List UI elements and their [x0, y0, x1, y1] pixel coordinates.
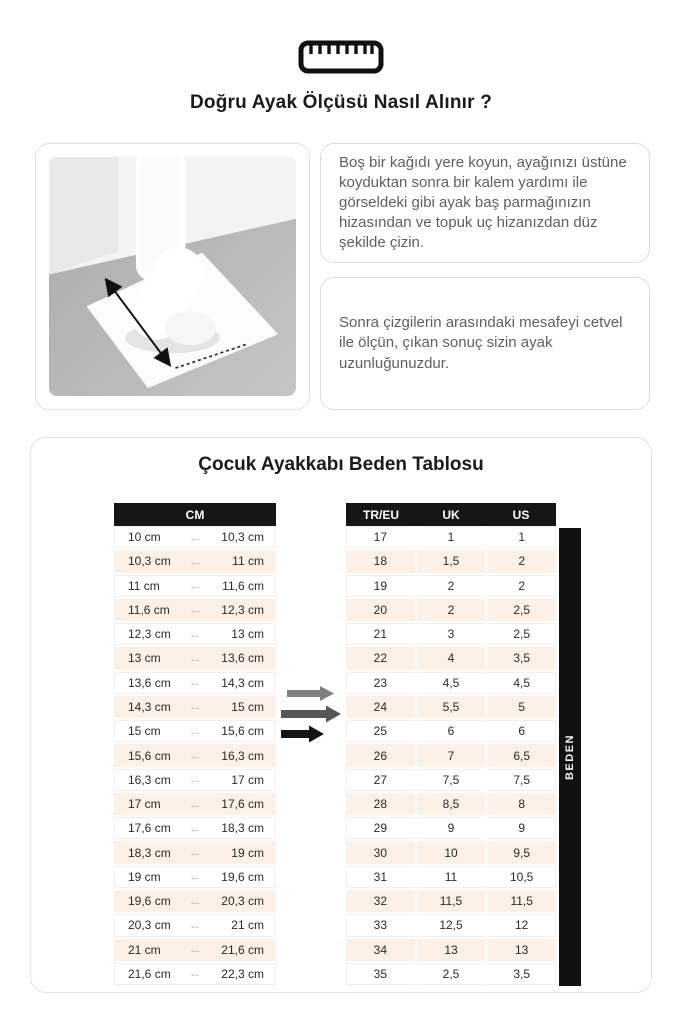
cm-cell: 14,3 cm — [221, 675, 264, 690]
cm-cell: 19,6 cm — [221, 869, 264, 884]
sz-cell: 33 — [373, 918, 388, 933]
table-row — [114, 841, 276, 865]
sz-cell: 6 — [485, 720, 556, 742]
sz-cell: 11 — [415, 866, 486, 888]
cm-cell: 13,6 cm — [128, 675, 171, 690]
cm-cell: 17 cm — [128, 797, 161, 812]
cm-cell: ... — [190, 871, 200, 883]
cm-cell: ... — [190, 750, 200, 762]
cm-cell: 17 cm — [231, 772, 264, 787]
cm-cell: 21 cm — [231, 918, 264, 933]
cm-cell: 13 cm — [128, 651, 161, 666]
sz-cell: 3,5 — [485, 647, 556, 669]
sz-cell: 2,5 — [485, 599, 556, 621]
sz-cell: 25 — [373, 724, 388, 739]
table-row — [114, 939, 276, 963]
table-row — [346, 841, 556, 865]
sz-cell: 8,5 — [415, 793, 486, 815]
cm-cell: 14,3 cm — [128, 699, 171, 714]
cm-cell: 15 cm — [128, 724, 161, 739]
sz-cell: 26 — [373, 748, 388, 763]
sz-cell: 35 — [373, 966, 388, 981]
sz-cell: 2,5 — [485, 623, 556, 645]
cm-cell: ... — [190, 919, 200, 931]
cm-cell: ... — [190, 725, 200, 737]
sz-cell: 24 — [373, 699, 388, 714]
cm-cell: 21,6 cm — [128, 966, 171, 981]
table-row — [346, 939, 556, 963]
cm-cell: 17,6 cm — [128, 821, 171, 836]
cm-cell: 19,6 cm — [128, 894, 171, 909]
sz-cell: 5,5 — [415, 696, 486, 718]
sz-cell: 1,5 — [415, 550, 486, 572]
table-row — [346, 526, 556, 550]
cm-table-header — [114, 503, 276, 526]
beden-side-label: BEDEN — [564, 733, 576, 780]
cm-cell: ... — [190, 774, 200, 786]
instruction-step-1 — [320, 143, 650, 263]
table-row — [114, 647, 276, 671]
sz-cell: 11,5 — [485, 890, 556, 912]
size-header-us: US — [512, 507, 530, 522]
table-row — [114, 623, 276, 647]
size-header-uk: UK — [442, 507, 460, 522]
sz-cell: 21 — [373, 627, 388, 642]
sz-cell: 2 — [485, 550, 556, 572]
table-row — [114, 720, 276, 744]
cm-cell: 18,3 cm — [221, 821, 264, 836]
table-row — [346, 696, 556, 720]
sz-cell: 27 — [373, 772, 388, 787]
size-header-tr-eu: TR/EU — [363, 507, 399, 522]
sz-cell: 32 — [373, 894, 388, 909]
cm-cell: 19 cm — [231, 845, 264, 860]
cm-cell: 20,3 cm — [221, 894, 264, 909]
cm-cell: 12,3 cm — [221, 602, 264, 617]
table-row — [114, 963, 276, 987]
table-row — [346, 550, 556, 574]
table-row — [114, 672, 276, 696]
sz-cell: 30 — [373, 845, 388, 860]
sz-cell: 5 — [485, 696, 556, 718]
sz-cell: 3,5 — [485, 963, 556, 985]
sz-cell: 28 — [373, 797, 388, 812]
cm-cell: 19 cm — [128, 869, 161, 884]
sz-cell: 13 — [485, 939, 556, 961]
cm-cell: 10,3 cm — [221, 530, 264, 545]
sz-cell: 23 — [373, 675, 388, 690]
table-row — [114, 914, 276, 938]
cm-cell: 18,3 cm — [128, 845, 171, 860]
table-row — [346, 890, 556, 914]
sz-cell: 2 — [485, 575, 556, 597]
instruction-step-2 — [320, 277, 650, 410]
cm-cell: ... — [190, 677, 200, 689]
table-row — [346, 769, 556, 793]
cm-cell: 11,6 cm — [222, 578, 264, 593]
cm-cell: 15 cm — [231, 699, 264, 714]
table-row — [114, 817, 276, 841]
beden-side-bar — [559, 528, 581, 986]
table-row — [346, 817, 556, 841]
cm-cell: 12,3 cm — [128, 627, 171, 642]
sz-cell: 29 — [373, 821, 388, 836]
cm-cell: 13,6 cm — [221, 651, 264, 666]
sz-cell: 17 — [373, 530, 388, 545]
cm-cell: ... — [190, 701, 200, 713]
table-row — [346, 914, 556, 938]
ruler-icon — [0, 40, 682, 79]
sz-cell: 11,5 — [415, 890, 486, 912]
cm-cell: 16,3 cm — [128, 772, 171, 787]
table-row — [114, 890, 276, 914]
sz-cell: 4,5 — [485, 672, 556, 694]
sz-cell: 1 — [485, 526, 556, 548]
cm-cell: ... — [190, 580, 200, 592]
instruction-section — [35, 143, 650, 410]
sz-cell: 8 — [485, 793, 556, 815]
cm-range-table — [114, 503, 276, 987]
sz-cell: 22 — [373, 651, 388, 666]
table-row — [346, 744, 556, 768]
cm-cell: 10 cm — [128, 530, 161, 545]
instruction-step-1-text: Boş bir kağıdı yere koyun, ayağınızı üstüne koyduktan sonra bir kalem yardımı ile görseldeki gibi ayak baş parmağınızın hizasından ve topuk uç hizanızdan düz şekilde çizin. — [339, 153, 627, 252]
sz-cell: 12,5 — [415, 914, 486, 936]
table-row — [346, 599, 556, 623]
table-row — [114, 866, 276, 890]
table-row — [346, 793, 556, 817]
cm-cell: 17,6 cm — [221, 797, 264, 812]
sz-cell: 10,5 — [485, 866, 556, 888]
sz-cell: 3 — [415, 623, 486, 645]
sz-cell: 7,5 — [485, 769, 556, 791]
cm-cell: 11 cm — [232, 554, 264, 569]
cm-cell: 13 cm — [231, 627, 264, 642]
table-row — [114, 769, 276, 793]
table-row — [114, 696, 276, 720]
table-row — [114, 550, 276, 574]
sz-cell: 2 — [415, 575, 486, 597]
sz-cell: 1 — [415, 526, 486, 548]
cm-cell: 11 cm — [128, 578, 160, 593]
table-row — [114, 599, 276, 623]
sz-cell: 6,5 — [485, 744, 556, 766]
cm-cell: ... — [190, 555, 200, 567]
table-row — [346, 575, 556, 599]
cm-cell: 22,3 cm — [221, 966, 264, 981]
table-row — [114, 526, 276, 550]
sz-cell: 18 — [373, 554, 388, 569]
sz-cell: 4 — [415, 647, 486, 669]
sz-cell: 31 — [373, 869, 388, 884]
sz-cell: 7,5 — [415, 769, 486, 791]
cm-cell: 16,3 cm — [221, 748, 264, 763]
sz-cell: 34 — [373, 942, 388, 957]
instruction-notes — [320, 143, 650, 410]
size-table-header — [346, 503, 556, 526]
cm-cell: ... — [190, 531, 200, 543]
cm-cell: ... — [190, 968, 200, 980]
transfer-arrows-icon — [279, 684, 345, 751]
size-chart-title: Çocuk Ayakkabı Beden Tablosu — [198, 454, 484, 475]
sz-cell: 20 — [373, 602, 388, 617]
cm-cell: 11,6 cm — [128, 602, 170, 617]
page-title: Doğru Ayak Ölçüsü Nasıl Alınır ? — [189, 92, 492, 113]
cm-cell: ... — [190, 944, 200, 956]
cm-cell: 20,3 cm — [128, 918, 171, 933]
sz-cell: 2,5 — [415, 963, 486, 985]
cm-cell: ... — [190, 847, 200, 859]
sz-cell: 13 — [415, 939, 486, 961]
sz-cell: 19 — [373, 578, 388, 593]
sz-cell: 9 — [485, 817, 556, 839]
cm-cell: 21 cm — [128, 942, 161, 957]
instruction-step-2-text: Sonra çizgilerin arasındaki mesafeyi cetvel ile ölçün, çıkan sonuç sizin ayak uzunluğunuzdur. — [339, 314, 623, 372]
sz-cell: 12 — [485, 914, 556, 936]
cm-cell: 15,6 cm — [128, 748, 171, 763]
sz-cell: 9 — [415, 817, 486, 839]
cm-cell: ... — [190, 895, 200, 907]
size-chart-section — [30, 437, 652, 993]
cm-cell: ... — [190, 822, 200, 834]
cm-cell: ... — [190, 604, 200, 616]
cm-cell: 15,6 cm — [221, 724, 264, 739]
cm-cell: ... — [190, 652, 200, 664]
cm-table-body — [114, 526, 276, 987]
cm-cell: ... — [190, 628, 200, 640]
cm-cell: 10,3 cm — [128, 554, 171, 569]
table-row — [346, 866, 556, 890]
foot-measurement-photo — [35, 143, 310, 410]
sz-cell: 6 — [415, 720, 486, 742]
table-row — [114, 744, 276, 768]
size-table-body — [346, 526, 556, 987]
sz-cell: 7 — [415, 744, 486, 766]
sz-cell: 10 — [415, 841, 486, 863]
shoe-size-table — [346, 503, 556, 987]
table-row — [114, 575, 276, 599]
table-row — [346, 623, 556, 647]
table-row — [114, 793, 276, 817]
sz-cell: 2 — [415, 599, 486, 621]
table-row — [346, 647, 556, 671]
table-row — [346, 720, 556, 744]
cm-header-label: CM — [185, 507, 205, 522]
cm-cell: 21,6 cm — [221, 942, 264, 957]
table-row — [346, 963, 556, 987]
cm-cell: ... — [190, 798, 200, 810]
sz-cell: 4,5 — [415, 672, 486, 694]
sz-cell: 9,5 — [485, 841, 556, 863]
table-row — [346, 672, 556, 696]
